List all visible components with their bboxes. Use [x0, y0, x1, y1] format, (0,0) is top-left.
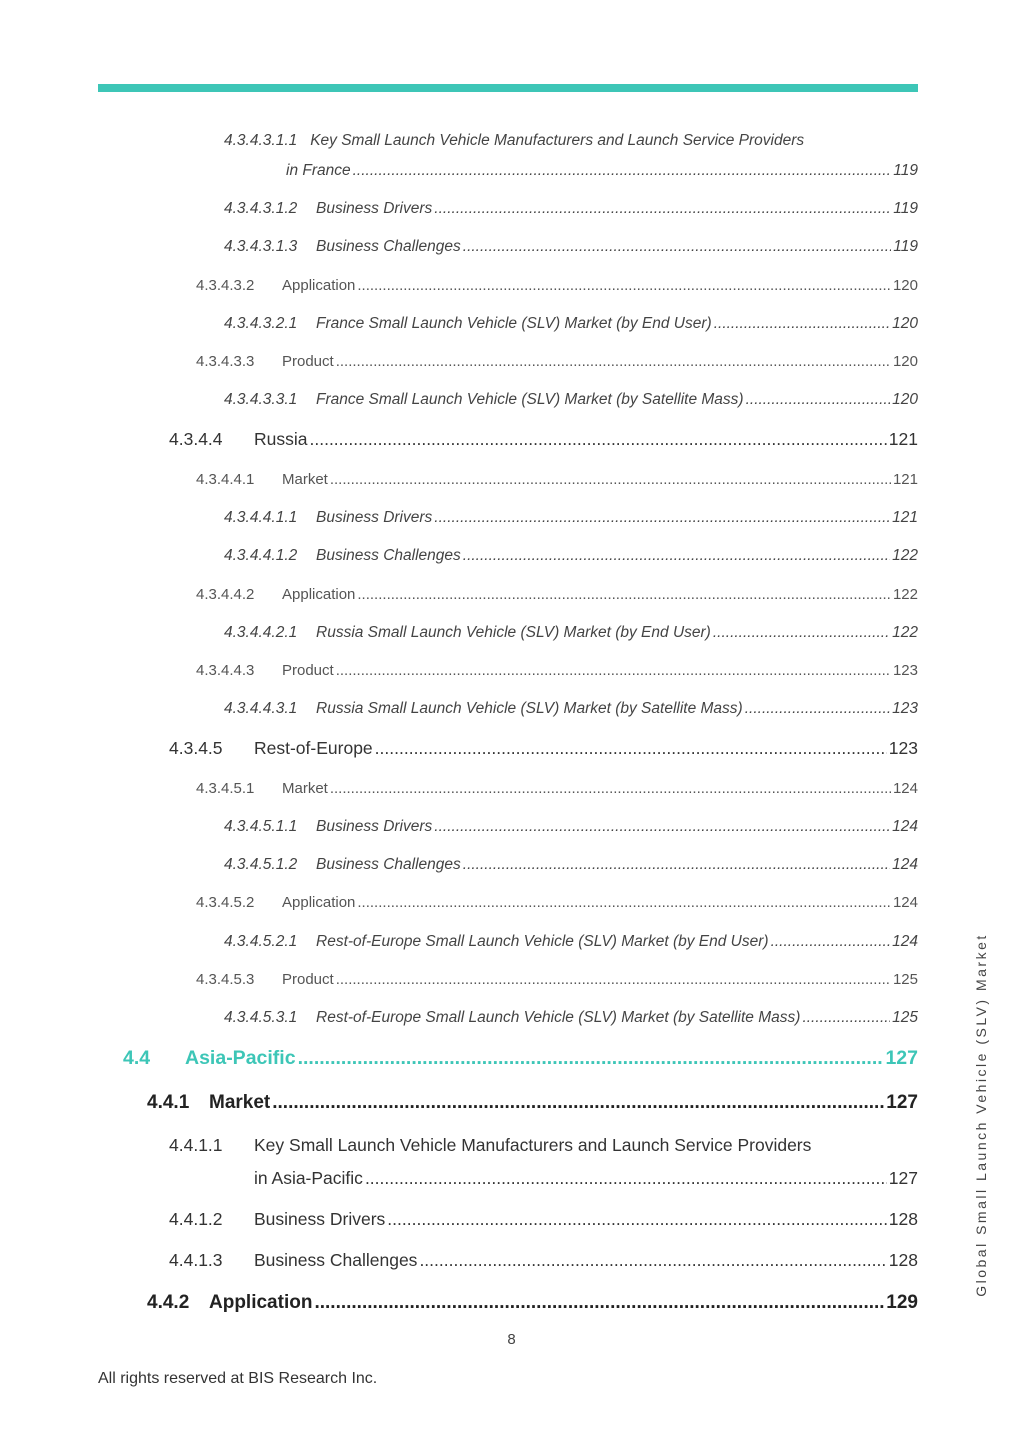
dot-leader [434, 818, 890, 836]
toc-entry-title: Rest-of-Europe Small Launch Vehicle (SLV) Market (by End User) [316, 933, 769, 950]
toc-entry-subsection[interactable] [147, 1292, 918, 1314]
toc-entry-title: Business Challenges [316, 856, 461, 873]
toc-entry-page: 120 [892, 353, 918, 370]
toc-entry-page: 121 [892, 509, 918, 526]
toc-entry[interactable] [169, 429, 918, 450]
toc-entry[interactable] [196, 277, 918, 294]
toc-entry-number: 4.3.4.5.2 [196, 894, 255, 911]
dot-leader [713, 624, 890, 642]
toc-entry-title: Product [282, 971, 334, 988]
toc-entry-number: 4.3.4.5.3.1 [224, 1009, 298, 1026]
toc-entry-page: 128 [888, 1209, 918, 1229]
toc-entry-number: 4.3.4.5.3 [196, 971, 255, 988]
dot-leader [434, 200, 891, 218]
toc-entry[interactable] [169, 1250, 918, 1271]
toc-entry[interactable] [169, 738, 918, 759]
toc-entry-title: Business Drivers [254, 1209, 386, 1229]
dot-leader [336, 353, 891, 370]
toc-entry[interactable] [196, 894, 918, 911]
toc-entry-number: 4.4.1.3 [169, 1250, 223, 1270]
dot-leader [330, 471, 891, 488]
dot-leader [746, 391, 891, 409]
side-document-title: Global Small Launch Vehicle (SLV) Market [973, 933, 989, 1297]
toc-entry-number: 4.3.4.3.1.3 [224, 238, 298, 255]
dot-leader [771, 933, 891, 951]
toc-entry-title: Business Challenges [254, 1250, 418, 1270]
toc-entry[interactable] [224, 624, 918, 642]
toc-entry-page: 120 [892, 277, 918, 294]
toc-entry-number: 4.3.4.4.1.1 [224, 509, 298, 526]
toc-entry-number: 4.3.4.5.1.2 [224, 856, 298, 873]
toc-entry[interactable] [196, 971, 918, 988]
toc-entry-page: 124 [892, 780, 918, 797]
dot-leader [375, 738, 887, 759]
toc-entry-number: 4.3.4.3.3 [196, 353, 255, 370]
dot-leader [336, 971, 891, 988]
toc-entry-title: Business Drivers [316, 818, 433, 835]
toc-entry[interactable] [224, 700, 918, 718]
toc-entry-page: 119 [893, 200, 918, 217]
toc-entry-number: 4.3.4.4.2.1 [224, 624, 298, 641]
toc-entry-title: Product [282, 353, 334, 370]
toc-entry-page: 125 [892, 1009, 918, 1026]
dot-leader [745, 700, 890, 718]
dot-leader [336, 662, 891, 679]
dot-leader [365, 1168, 887, 1189]
toc-entry-title: Rest-of-Europe [254, 738, 373, 758]
toc-entry-page: 119 [893, 162, 918, 179]
toc-entry-title: France Small Launch Vehicle (SLV) Market (by Satellite Mass) [316, 391, 744, 408]
toc-entry-page: 124 [892, 933, 918, 950]
toc-entry-number: 4.3.4.3.2 [196, 277, 255, 294]
toc-entry-number: 4.4.1 [147, 1092, 190, 1113]
toc-entry-title: Business Drivers [316, 509, 433, 526]
toc-entry[interactable] [224, 856, 918, 874]
toc-entry-page: 122 [892, 547, 918, 564]
toc-entry-number: 4.3.4.4 [169, 429, 223, 449]
toc-entry-title: Market [282, 471, 328, 488]
dot-leader [387, 1209, 887, 1230]
toc-entry-section[interactable] [123, 1047, 918, 1070]
dot-leader [357, 277, 891, 294]
toc-entry-title: Rest-of-Europe Small Launch Vehicle (SLV) Market (by Satellite Mass) [316, 1009, 801, 1026]
header-accent-bar [98, 84, 918, 92]
toc-entry-page: 127 [886, 1092, 918, 1113]
toc-entry-title[interactable]: Key Small Launch Vehicle Manufacturers and Launch Service Providers [254, 1135, 812, 1155]
dot-leader [330, 780, 891, 797]
dot-leader [314, 1292, 884, 1314]
toc-entry-number: 4.3.4.3.1.1 [224, 132, 298, 149]
toc-entry-page: 129 [886, 1292, 918, 1313]
toc-entry[interactable] [196, 353, 918, 370]
toc-entry[interactable] [224, 818, 918, 836]
toc-entry-title-continuation: in France [286, 162, 351, 179]
toc-entry[interactable] [224, 200, 918, 218]
toc-entry-number: 4.4.1.1 [169, 1135, 223, 1155]
dot-leader [463, 547, 890, 565]
toc-entry-page: 120 [892, 391, 918, 408]
toc-entry-subsection[interactable] [147, 1092, 918, 1114]
toc-entry-title-continuation: in Asia-Pacific [254, 1168, 363, 1188]
toc-entry-number: 4.3.4.3.1.2 [224, 200, 298, 217]
toc-entry-page: 127 [888, 1168, 918, 1188]
toc-entry-number: 4.3.4.3.2.1 [224, 315, 298, 332]
toc-entry[interactable] [254, 1168, 918, 1189]
toc-entry-title: Asia-Pacific [185, 1047, 296, 1069]
toc-entry-page: 122 [892, 586, 918, 603]
toc-entry-number: 4.4 [123, 1047, 151, 1069]
dot-leader [310, 429, 887, 450]
dot-leader [714, 315, 890, 333]
toc-entry[interactable] [224, 933, 918, 951]
toc-entry-page: 128 [888, 1250, 918, 1270]
toc-entry-title: Product [282, 662, 334, 679]
toc-entry-title: Business Drivers [316, 200, 433, 217]
toc-entry-title: Market [209, 1092, 271, 1113]
dot-leader [434, 509, 890, 527]
toc-entry[interactable] [224, 315, 918, 333]
toc-entry-title: Business Challenges [316, 547, 461, 564]
toc-entry-title[interactable]: Key Small Launch Vehicle Manufacturers and Launch Service Providers [310, 132, 805, 149]
toc-entry[interactable] [196, 471, 918, 488]
toc-entry-page: 127 [885, 1047, 918, 1069]
toc-entry-title: France Small Launch Vehicle (SLV) Market (by End User) [316, 315, 712, 332]
toc-entry-title: Russia Small Launch Vehicle (SLV) Market (by End User) [316, 624, 711, 641]
toc-entry-title: Application [282, 586, 356, 603]
toc-entry-number: 4.4.2 [147, 1292, 190, 1313]
toc-entry-page: 124 [892, 818, 918, 835]
toc-entry-page: 121 [892, 471, 918, 488]
toc-entry-number: 4.3.4.4.3 [196, 662, 255, 679]
toc-entry-page: 123 [888, 738, 918, 758]
toc-entry-number: 4.3.4.5.1.1 [224, 818, 298, 835]
dot-leader [272, 1092, 884, 1114]
toc-entry-title: Business Challenges [316, 238, 461, 255]
toc-entry[interactable] [196, 586, 918, 603]
toc-entry-number: 4.3.4.4.3.1 [224, 700, 298, 717]
toc-entry[interactable] [169, 1209, 918, 1230]
toc-entry-page: 123 [892, 662, 918, 679]
toc-entry-page: 123 [892, 700, 918, 717]
toc-entry-number: 4.3.4.5.1 [196, 780, 255, 797]
toc-entry-number: 4.4.1.2 [169, 1209, 223, 1229]
toc-entry[interactable] [286, 162, 918, 180]
dot-leader [353, 162, 892, 180]
toc-entry-page: 120 [892, 315, 918, 332]
toc-entry-page: 119 [893, 238, 918, 255]
footer-copyright: All rights reserved at BIS Research Inc. [98, 1370, 378, 1387]
toc-entry-title: Application [282, 277, 356, 294]
toc-entry-page: 124 [892, 894, 918, 911]
toc-entry-title: Market [282, 780, 328, 797]
toc-entry-title: Application [209, 1292, 313, 1313]
toc-entry-number: 4.3.4.4.1 [196, 471, 255, 488]
toc-entry[interactable] [196, 780, 918, 797]
toc-entry[interactable] [224, 238, 918, 256]
dot-leader [419, 1250, 886, 1271]
toc-entry-first-line [224, 132, 804, 150]
dot-leader [298, 1047, 884, 1070]
toc-entry-page: 122 [892, 624, 918, 641]
dot-leader [357, 894, 891, 911]
page-number: 8 [507, 1331, 516, 1348]
toc-entry-title: Application [282, 894, 356, 911]
toc-entry-number: 4.3.4.5 [169, 738, 223, 758]
toc-entry-title: Russia Small Launch Vehicle (SLV) Market (by Satellite Mass) [316, 700, 743, 717]
toc-entry-page: 125 [892, 971, 918, 988]
toc-entry-title: Russia [254, 429, 308, 449]
toc-entry[interactable] [224, 391, 918, 409]
toc-entry-number: 4.3.4.3.3.1 [224, 391, 298, 408]
dot-leader [463, 238, 892, 256]
toc-entry[interactable] [224, 1009, 918, 1027]
toc-entry-number: 4.3.4.5.2.1 [224, 933, 298, 950]
toc-entry-page: 124 [892, 856, 918, 873]
dot-leader [357, 586, 891, 603]
toc-entry-number: 4.3.4.4.2 [196, 586, 255, 603]
toc-entry-page: 121 [888, 429, 918, 449]
toc-entry[interactable] [224, 547, 918, 565]
toc-entry[interactable] [224, 509, 918, 527]
toc-entry[interactable] [196, 662, 918, 679]
dot-leader [802, 1009, 890, 1027]
toc-entry-first-line [169, 1135, 811, 1156]
dot-leader [463, 856, 890, 874]
toc-entry-number: 4.3.4.4.1.2 [224, 547, 298, 564]
